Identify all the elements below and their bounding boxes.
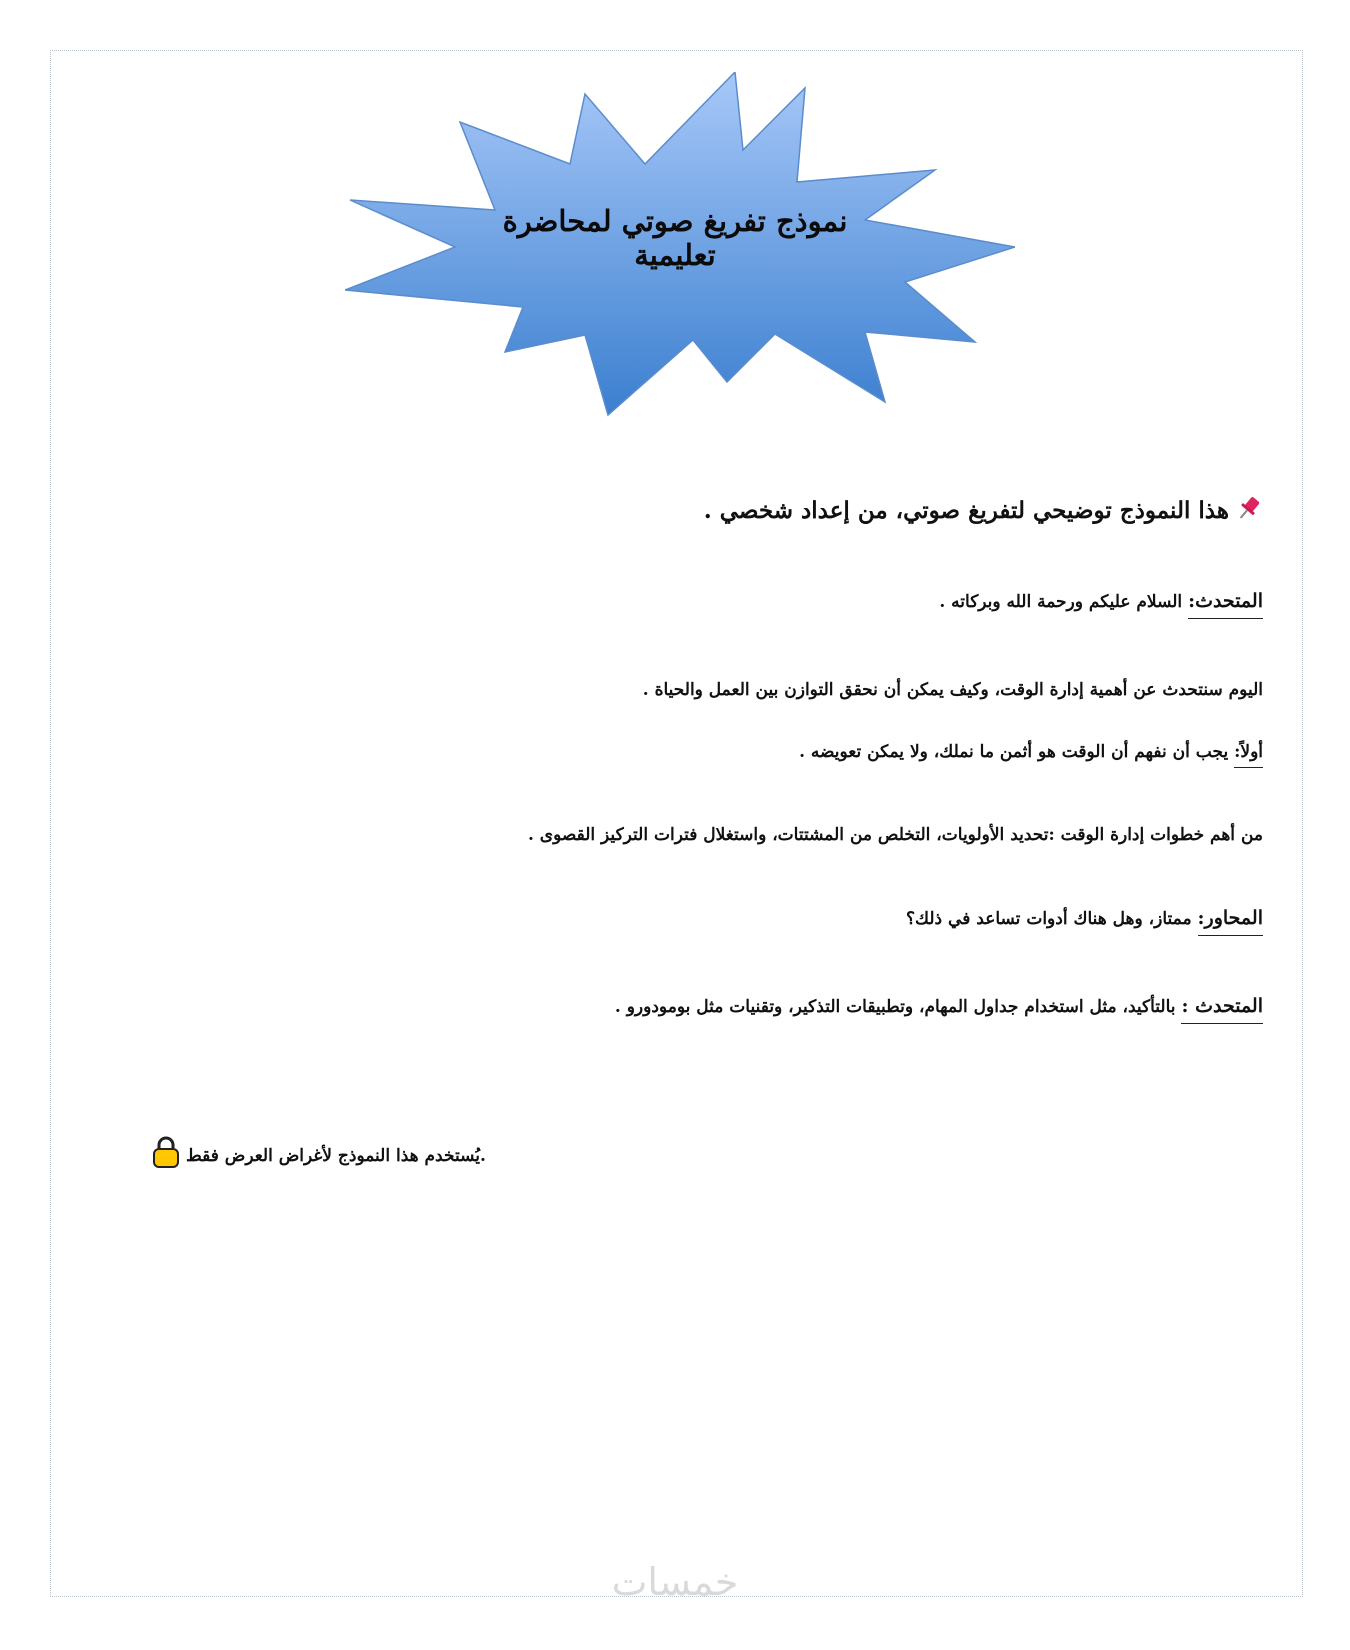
transcript-line-3 <box>799 742 1263 768</box>
transcript-line-6 <box>615 995 1263 1024</box>
transcript-text: من أهم خطوات إدارة الوقت :تحديد الأولويات، التخلص من المشتتات، واستغلال فترات التركيز القصوى . <box>527 825 1263 845</box>
speaker-label: المتحدث : <box>1181 995 1263 1024</box>
transcript-text: بالتأكيد، مثل استخدام جداول المهام، وتطبيقات التذكير، وتقنيات مثل بومودورو . <box>614 997 1182 1017</box>
transcript-text: ممتاز، وهل هناك أدوات تساعد في ذلك؟ <box>906 909 1198 929</box>
usage-note <box>152 1135 486 1169</box>
document-title: نموذج تفريغ صوتي لمحاضرة تعليمية <box>502 204 848 272</box>
transcript-text: السلام عليكم ورحمة الله وبركاته . <box>939 592 1189 612</box>
transcript-text: يجب أن نفهم أن الوقت هو أثمن ما نملك، ولا يمكن تعويضه . <box>799 742 1235 762</box>
pushpin-icon <box>1235 494 1263 522</box>
transcript-line-2 <box>643 680 1263 700</box>
section-label: أولاً: <box>1234 742 1263 768</box>
transcript-line-4 <box>528 825 1263 845</box>
lock-icon <box>152 1135 180 1169</box>
usage-note-text: .يُستخدم هذا النموذج لأغراض العرض فقط <box>186 1146 486 1166</box>
intro-text: هذا النموذج توضيحي لتفريغ صوتي، من إعداد شخصي . <box>703 497 1229 524</box>
speaker-label: المتحدث: <box>1188 590 1263 619</box>
intro-line <box>704 494 1263 524</box>
transcript-line-1 <box>939 590 1263 619</box>
transcript-text: اليوم سنتحدث عن أهمية إدارة الوقت، وكيف يمكن أن نحقق التوازن بين العمل والحياة . <box>642 680 1263 700</box>
speaker-label: المحاور: <box>1198 907 1263 936</box>
watermark: خمسات <box>611 1560 739 1604</box>
transcript-line-5 <box>906 907 1263 936</box>
